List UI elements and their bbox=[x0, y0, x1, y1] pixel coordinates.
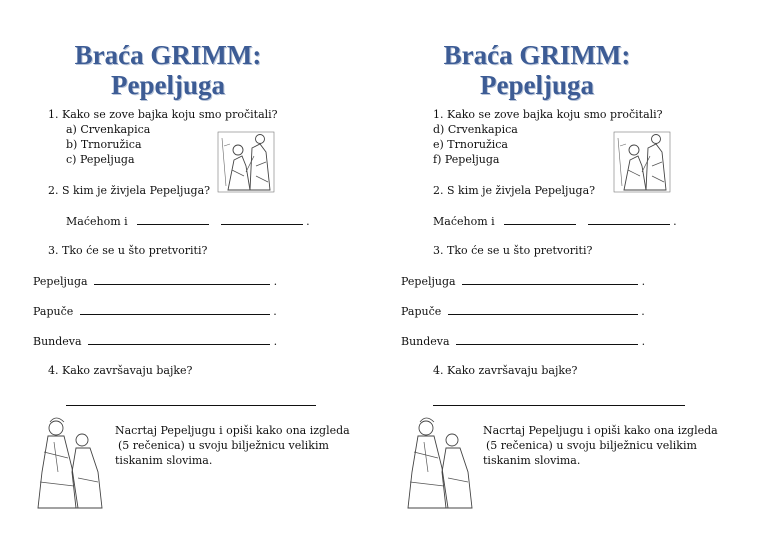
blank-line[interactable] bbox=[221, 214, 303, 225]
title-line-2: Pepeljuga bbox=[111, 70, 225, 100]
question-1: 1. Kako se zove bajka koju smo pročitali? bbox=[433, 108, 663, 121]
blank-line[interactable] bbox=[504, 214, 576, 225]
blank-line[interactable] bbox=[456, 334, 638, 345]
item-label: Pepeljuga bbox=[401, 275, 456, 288]
question-2: 2. S kim je živjela Pepeljuga? bbox=[48, 184, 211, 197]
period: . bbox=[641, 335, 646, 348]
task-line-2: (5 rečenica) u svoju bilježnicu velikim bbox=[118, 439, 329, 452]
option-b: b) Trnoružica bbox=[66, 138, 142, 151]
question-2: 2. S kim je živjela Pepeljuga? bbox=[433, 184, 596, 197]
task-line-1: Nacrtaj Pepeljugu i opiši kako ona izgleda bbox=[115, 424, 350, 437]
blank-line-q4[interactable] bbox=[66, 405, 316, 406]
answer-line-q2 bbox=[433, 214, 677, 229]
period: . bbox=[641, 305, 645, 318]
task-line-3: tiskanim slovima. bbox=[115, 454, 213, 467]
answer-prefix: Maćehom i bbox=[433, 215, 495, 228]
question-3: 3. Tko će se u što pretvoriti? bbox=[48, 244, 208, 257]
period: . bbox=[306, 215, 310, 228]
period: . bbox=[273, 305, 277, 318]
question-4: 4. Kako završavaju bajke? bbox=[433, 364, 578, 377]
item-label: Papuče bbox=[33, 305, 74, 318]
blank-line[interactable] bbox=[88, 334, 270, 345]
worksheet-title bbox=[28, 40, 308, 100]
question-4: 4. Kako završavaju bajke? bbox=[48, 364, 193, 377]
answer-line-pepeljuga bbox=[33, 274, 277, 289]
question-1: 1. Kako se zove bajka koju smo pročitali? bbox=[48, 108, 278, 121]
title-line-2: Pepeljuga bbox=[480, 70, 594, 100]
cinderella-sweeping-illustration bbox=[612, 126, 672, 196]
answer-line-papuce bbox=[33, 304, 277, 319]
answer-line-q2 bbox=[66, 214, 310, 229]
blank-line[interactable] bbox=[462, 274, 638, 285]
period: . bbox=[641, 275, 646, 288]
answer-line-bundeva bbox=[33, 334, 277, 349]
worksheet-title bbox=[397, 40, 677, 100]
answer-line-papuce bbox=[401, 304, 645, 319]
item-label: Pepeljuga bbox=[33, 275, 88, 288]
task-line-1: Nacrtaj Pepeljugu i opiši kako ona izgleda bbox=[483, 424, 718, 437]
option-a: a) Crvenkapica bbox=[66, 123, 151, 136]
item-label: Bundeva bbox=[401, 335, 450, 348]
period: . bbox=[273, 335, 278, 348]
blank-line[interactable] bbox=[588, 214, 670, 225]
task-line-3: tiskanim slovima. bbox=[483, 454, 581, 467]
blank-line[interactable] bbox=[94, 274, 270, 285]
blank-line-q4[interactable] bbox=[433, 405, 685, 406]
period: . bbox=[673, 215, 677, 228]
option-f: f) Pepeljuga bbox=[433, 153, 500, 166]
option-c: c) Pepeljuga bbox=[66, 153, 135, 166]
cinderella-stepsisters-illustration bbox=[404, 412, 476, 512]
answer-line-bundeva bbox=[401, 334, 645, 349]
blank-line[interactable] bbox=[137, 214, 209, 225]
option-d: d) Crvenkapica bbox=[433, 123, 518, 136]
answer-prefix: Maćehom i bbox=[66, 215, 128, 228]
blank-line[interactable] bbox=[448, 304, 638, 315]
cinderella-stepsisters-illustration bbox=[34, 412, 106, 512]
item-label: Bundeva bbox=[33, 335, 82, 348]
question-3: 3. Tko će se u što pretvoriti? bbox=[433, 244, 593, 257]
title-line-1: Braća GRIMM: bbox=[443, 40, 631, 70]
task-line-2: (5 rečenica) u svoju bilježnicu velikim bbox=[486, 439, 697, 452]
option-e: e) Trnoružica bbox=[433, 138, 508, 151]
cinderella-sweeping-illustration bbox=[216, 126, 276, 196]
item-label: Papuče bbox=[401, 305, 442, 318]
blank-line[interactable] bbox=[80, 304, 270, 315]
title-line-1: Braća GRIMM: bbox=[74, 40, 262, 70]
answer-line-pepeljuga bbox=[401, 274, 645, 289]
period: . bbox=[273, 275, 278, 288]
worksheet-right bbox=[384, 0, 768, 543]
